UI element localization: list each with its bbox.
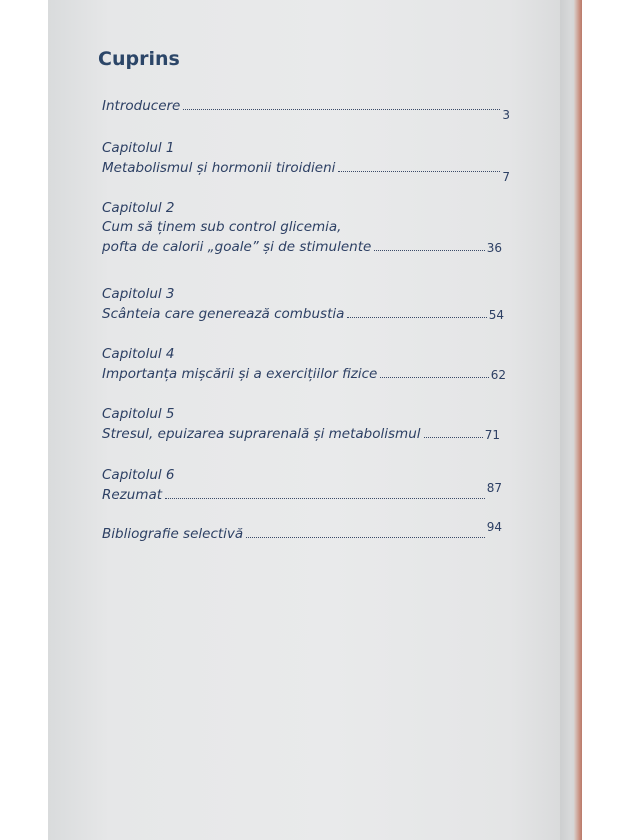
chapter-5-heading: Capitolul 5 <box>102 406 175 422</box>
toc-leader <box>424 437 483 438</box>
bibliography-page: 94 <box>486 520 502 534</box>
chapter-4-title: Importanța mișcării și a exercițiilor fizice <box>102 366 378 382</box>
toc-intro-page: 3 <box>502 108 510 122</box>
chapter-3-heading: Capitolul 3 <box>102 286 175 302</box>
toc-leader <box>374 250 484 251</box>
chapter-2-title-line-1: Cum să ținem sub control glicemia, <box>102 219 342 235</box>
toc-leader <box>380 377 488 378</box>
chapter-1-title: Metabolismul și hormonii tiroidieni <box>102 160 336 176</box>
chapter-5-title: Stresul, epuizarea suprarenală și metabolismul <box>102 426 421 442</box>
chapter-2-page: 36 <box>486 241 502 255</box>
toc-intro-label: Introducere <box>102 98 181 114</box>
toc-leader <box>183 109 500 110</box>
chapter-2-title-line-2: pofta de calorii „goale” și de stimulente <box>102 239 372 255</box>
chapter-6-page: 87 <box>486 481 502 495</box>
toc-leader <box>338 171 500 172</box>
chapter-6-title: Rezumat <box>102 487 163 503</box>
chapter-3-page: 54 <box>488 308 504 322</box>
chapter-1-heading: Capitolul 1 <box>102 140 175 156</box>
chapter-6-heading: Capitolul 6 <box>102 467 175 483</box>
book-cover-edge <box>574 0 582 840</box>
toc-leader <box>347 317 486 318</box>
chapter-2-heading: Capitolul 2 <box>102 200 175 216</box>
toc-leader <box>165 498 485 499</box>
chapter-5-page: 71 <box>484 428 500 442</box>
toc-title: Cuprins <box>98 48 180 70</box>
chapter-3-title: Scânteia care generează combustia <box>102 306 345 322</box>
chapter-4-heading: Capitolul 4 <box>102 346 175 362</box>
chapter-1-page: 7 <box>502 170 510 184</box>
bibliography-label: Bibliografie selectivă <box>102 526 244 542</box>
toc-leader <box>246 537 485 538</box>
chapter-4-page: 62 <box>490 368 506 382</box>
